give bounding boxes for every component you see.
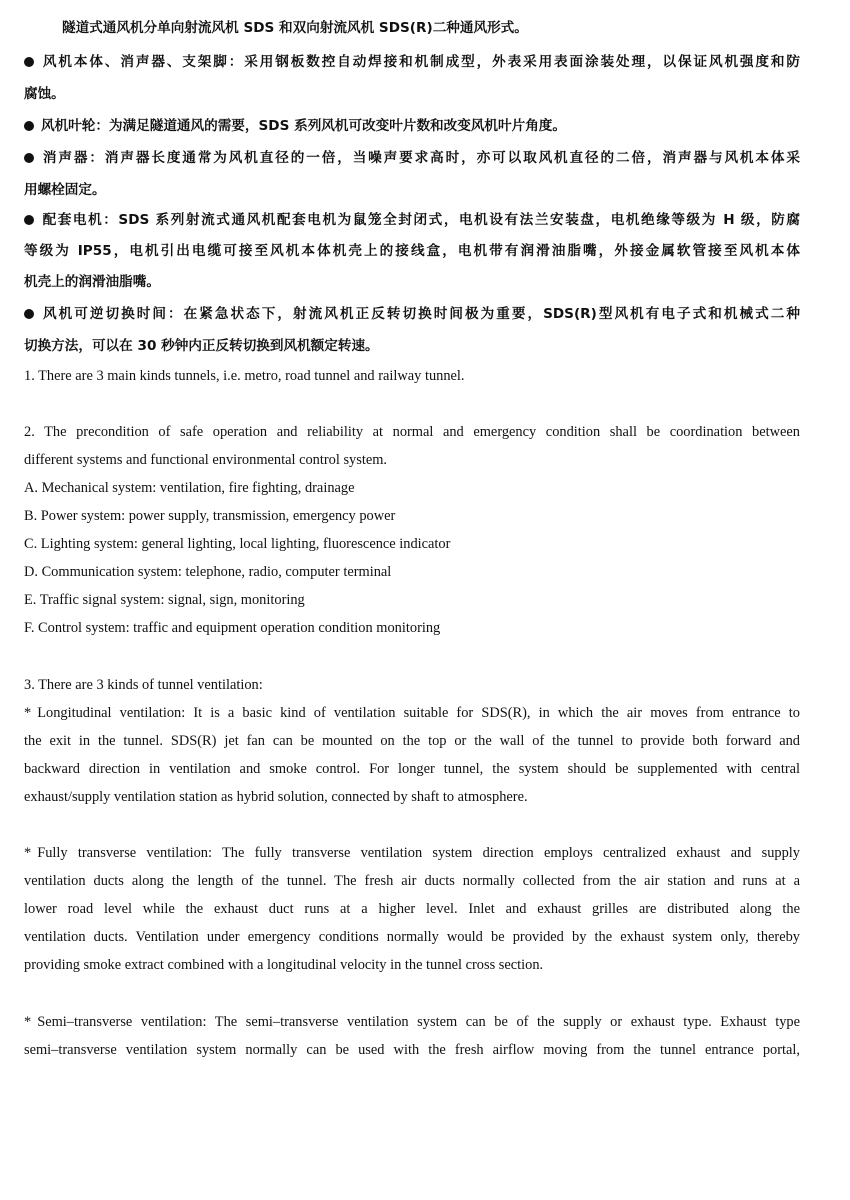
longitudinal-line-3: backward direction in ventilation and smoke control. For longer tunnel, the system should be supplemented with central	[24, 761, 800, 777]
fully-transverse-line-5: providing smoke extract combined with a longitudinal velocity in the tunnel cross section.	[24, 957, 544, 973]
semi-transverse-line-1: * Semi–transverse ventilation: The semi–transverse ventilation system can be of the supply or exhaust type. Exhaust type	[24, 1014, 800, 1030]
cn-item-4-line-3: 机壳上的润滑油脂嘴。	[24, 274, 160, 290]
system-item-f: F. Control system: traffic and equipment operation condition monitoring	[24, 620, 441, 636]
system-item-a: A. Mechanical system: ventilation, fire fighting, drainage	[24, 480, 355, 496]
longitudinal-line-2: the exit in the tunnel. SDS(R) jet fan can be mounted on the top or the wall of the tunnel to provide both forward and	[24, 733, 800, 749]
system-item-d: D. Communication system: telephone, radio, computer terminal	[24, 564, 392, 580]
star-bullet-icon: *	[24, 705, 32, 721]
en-point-2-line-2: different systems and functional environmental control system.	[24, 452, 388, 468]
en-point-2-line-1: 2. The precondition of safe operation and reliability at normal and emergency condition shall be coordination between	[24, 424, 800, 440]
bullet-icon	[24, 215, 34, 225]
fully-transverse-line-1: * Fully transverse ventilation: The fully transverse ventilation system direction employs centralized exhaust and supply	[24, 845, 800, 861]
cn-item-5-line-2: 切换方法，可以在 30 秒钟内正反转切换到风机额定转速。	[24, 338, 379, 354]
bullet-icon	[24, 309, 34, 319]
fully-transverse-line-3: lower road level while the exhaust duct runs at a higher level. Inlet and exhaust grilles are distributed along the	[24, 901, 800, 917]
system-item-c: C. Lighting system: general lighting, local lighting, fluorescence indicator	[24, 536, 451, 552]
cn-item-2-line-1: 风机叶轮：为满足隧道通风的需要，SDS 系列风机可改变叶片数和改变风机叶片角度。	[24, 114, 566, 134]
en-point-1: 1. There are 3 main kinds tunnels, i.e. metro, road tunnel and railway tunnel.	[24, 368, 465, 384]
cn-intro: 隧道式通风机分单向射流风机 SDS 和双向射流风机 SDS(R)二种通风形式。	[62, 20, 528, 36]
longitudinal-line-1: * Longitudinal ventilation: It is a basic kind of ventilation suitable for SDS(R), in which the air moves from entrance to	[24, 705, 800, 721]
cn-item-1-line-2: 腐蚀。	[24, 86, 65, 102]
fully-transverse-line-2: ventilation ducts along the length of the tunnel. The fresh air ducts normally collected from the air station and runs at a	[24, 873, 800, 889]
fully-transverse-line-4: ventilation ducts. Ventilation under emergency conditions normally would be provided by the exhaust system only, thereby	[24, 929, 800, 945]
cn-item-1-line-1: 风机本体、消声器、支架脚：采用钢板数控自动焊接和机制成型，外表采用表面涂装处理，以保证风机强度和防	[24, 50, 800, 70]
longitudinal-line-4: exhaust/supply ventilation station as hybrid solution, connected by shaft to atmosphere.	[24, 789, 528, 805]
cn-item-4-line-1: 配套电机：SDS 系列射流式通风机配套电机为鼠笼全封闭式，电机设有法兰安装盘，电机绝缘等级为 H 级，防腐	[24, 208, 800, 228]
en-point-3: 3. There are 3 kinds of tunnel ventilation:	[24, 677, 263, 693]
cn-item-3-line-2: 用螺栓固定。	[24, 182, 106, 198]
bullet-icon	[24, 121, 34, 131]
star-bullet-icon: *	[24, 1014, 32, 1030]
cn-item-3-line-1: 消声器：消声器长度通常为风机直径的一倍，当噪声要求高时，亦可以取风机直径的二倍，消声器与风机本体采	[24, 146, 800, 166]
cn-item-4-line-2: 等级为 IP55，电机引出电缆可接至风机本体机壳上的接线盒，电机带有润滑油脂嘴，外接金属软管接至风机本体	[24, 243, 800, 259]
cn-item-5-line-1: 风机可逆切换时间：在紧急状态下，射流风机正反转切换时间极为重要，SDS(R)型风机有电子式和机械式二种	[24, 302, 800, 322]
bullet-icon	[24, 57, 34, 67]
system-item-b: B. Power system: power supply, transmission, emergency power	[24, 508, 396, 524]
star-bullet-icon: *	[24, 845, 32, 861]
bullet-icon	[24, 153, 34, 163]
system-item-e: E. Traffic signal system: signal, sign, monitoring	[24, 592, 305, 608]
semi-transverse-line-2: semi–transverse ventilation system normally can be used with the fresh airflow moving from the tunnel entrance portal,	[24, 1042, 800, 1058]
